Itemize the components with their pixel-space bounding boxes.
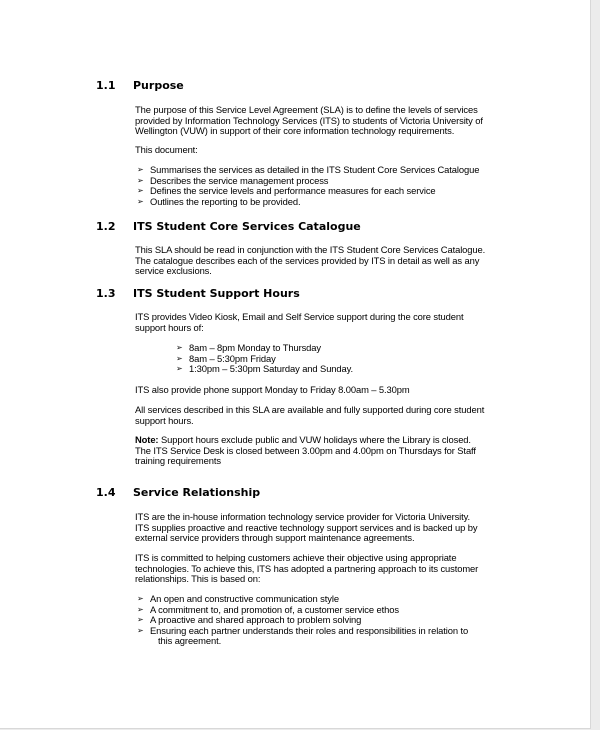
section-number: 1.2 (96, 220, 116, 233)
arrowhead-bullet-icon: ➢ (137, 615, 144, 625)
section-title: ITS Student Support Hours (133, 287, 300, 300)
section-title: ITS Student Core Services Catalogue (133, 220, 361, 233)
bullet-item: 8am – 8pm Monday to Thursday (189, 342, 321, 353)
paragraph-line: service exclusions. (135, 265, 212, 277)
paragraph-line: support hours of: (135, 321, 204, 333)
arrowhead-bullet-icon: ➢ (176, 353, 183, 363)
bullet-item: Ensuring each partner understands their roles and responsibilities in relation to (150, 624, 469, 636)
arrowhead-bullet-icon: ➢ (137, 196, 144, 206)
paragraph-line: ITS also provide phone support Monday to Friday 8.00am – 5.30pm (135, 384, 410, 395)
paragraph-line: All services described in this SLA are available and fully supported during core student (135, 404, 485, 415)
note-label: Note: (135, 434, 159, 445)
bullet-item: 8am – 5:30pm Friday (189, 352, 276, 364)
paragraph-line: The catalogue describes each of the services provided by ITS in detail as well as any (135, 254, 480, 266)
paragraph-line: ITS is committed to helping customers achieve their objective using appropriate (135, 552, 457, 563)
paragraph-line: Wellington (VUW) in support of their core information technology requirements. (135, 125, 455, 137)
paragraph-line: technologies. To achieve this, ITS has adopted a partnering approach to its customer (135, 562, 479, 574)
arrowhead-bullet-icon: ➢ (137, 165, 144, 174)
bullet-item: Summarises the services as detailed in the ITS Student Core Services Catalogue (150, 164, 480, 175)
paragraph-line: relationships. This is based on: (135, 573, 261, 585)
arrowhead-bullet-icon: ➢ (137, 175, 144, 185)
paragraph-line: This document: (135, 144, 198, 155)
arrowhead-bullet-icon: ➢ (137, 604, 144, 614)
bullet-item: Describes the service management process (150, 174, 329, 186)
arrowhead-bullet-icon: ➢ (176, 364, 183, 374)
arrowhead-bullet-icon: ➢ (137, 594, 144, 603)
paragraph-line: ITS supplies proactive and reactive technology support services and is backed up by (135, 521, 478, 533)
paragraph-line: This SLA should be read in conjunction with the ITS Student Core Services Catalogue. (135, 244, 486, 255)
section-title: Service Relationship (133, 486, 261, 499)
bullet-item: A commitment to, and promotion of, a customer service ethos (150, 603, 399, 615)
note-text: Support hours exclude public and VUW holidays where the Library is closed. (158, 434, 471, 445)
note-line (135, 434, 471, 445)
paragraph-line: provided by Information Technology Services (ITS) to students of Victoria University of (135, 114, 483, 126)
arrowhead-bullet-icon: ➢ (137, 625, 144, 635)
paragraph-line: ITS are the in-house information technology service provider for Victoria University. (135, 511, 471, 522)
arrowhead-bullet-icon: ➢ (176, 343, 183, 352)
note-line: training requirements (135, 455, 221, 467)
section-title: Purpose (133, 79, 184, 92)
section-number: 1.1 (96, 79, 116, 92)
paragraph-line: ITS provides Video Kiosk, Email and Self Service support during the core student (135, 311, 464, 322)
note-line: The ITS Service Desk is closed between 3.00pm and 4.00pm on Thursdays for Staff (135, 444, 476, 456)
bullet-item: An open and constructive communication style (150, 593, 339, 604)
arrowhead-bullet-icon: ➢ (137, 186, 144, 196)
bullet-item: this agreement. (158, 635, 222, 647)
paragraph-line: external service providers through support maintenance agreements. (135, 532, 415, 544)
paragraph-line: support hours. (135, 414, 194, 426)
section-number: 1.4 (96, 486, 116, 499)
bullet-item: 1:30pm – 5:30pm Saturday and Sunday. (189, 363, 354, 375)
bullet-item: Outlines the reporting to be provided. (150, 195, 301, 207)
bullet-item: Defines the service levels and performance measures for each service (150, 185, 436, 197)
bullet-item: A proactive and shared approach to problem solving (150, 614, 362, 626)
paragraph-line: The purpose of this Service Level Agreement (SLA) is to define the levels of services (135, 104, 478, 115)
section-number: 1.3 (96, 287, 116, 300)
